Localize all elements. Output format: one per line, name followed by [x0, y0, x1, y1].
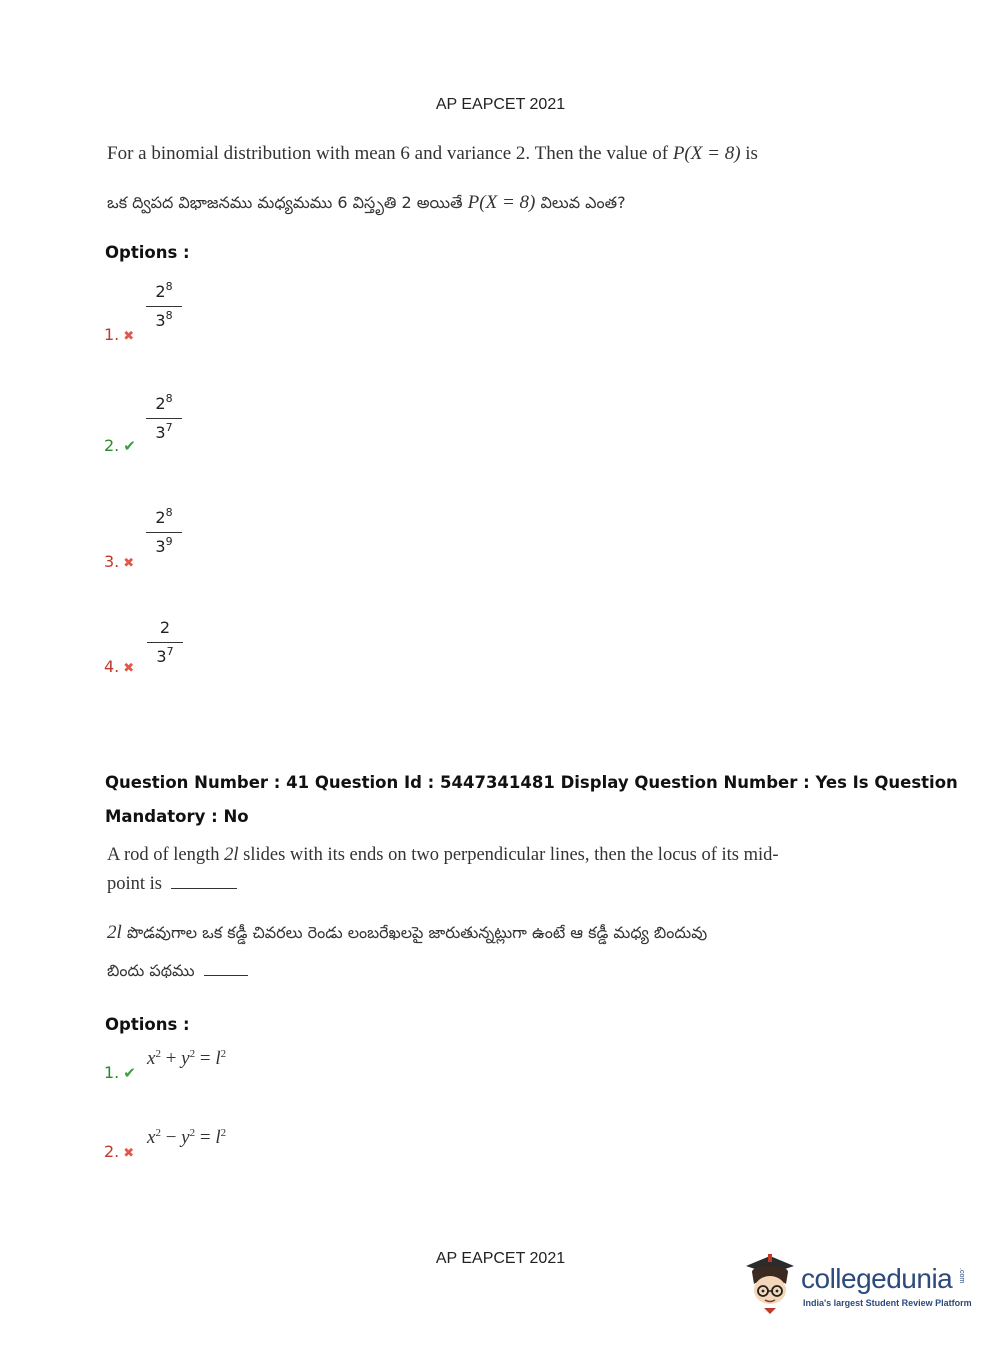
question-text-english — [107, 845, 779, 866]
question-text-telugu — [107, 192, 626, 216]
question-text-part: A rod of length — [107, 845, 225, 865]
question-text-english — [107, 143, 758, 165]
option-1-equation: $x^2 + y^2 = l^2$ — [147, 1048, 227, 1069]
telugu-text-part: విలువ ఎంత? — [535, 193, 626, 212]
options-label: Options : — [105, 243, 190, 262]
option-number: 3. — [104, 552, 120, 571]
option-1[interactable] — [104, 1063, 136, 1082]
option-4[interactable] — [104, 657, 134, 676]
option-1-fraction: $2^8$ $3^8$ — [146, 282, 182, 331]
logo-wordmark: collegedunia — [801, 1263, 953, 1294]
logo-suffix: .com — [958, 1268, 965, 1284]
question-text-english-cont — [107, 874, 237, 895]
logo-tagline: India's largest Student Review Platform — [803, 1298, 972, 1308]
option-3[interactable] — [104, 552, 134, 571]
check-icon: ✔ — [123, 1064, 136, 1082]
variable-expression: 2l — [107, 922, 122, 943]
option-number: 1. — [104, 1063, 120, 1082]
question-meta-mandatory: Mandatory : No — [105, 807, 249, 826]
logo-mascot-icon — [742, 1250, 798, 1314]
option-4-fraction: 2 $3^7$ — [147, 618, 183, 667]
option-2[interactable] — [104, 1142, 134, 1161]
option-3-fraction: $2^8$ $3^9$ — [146, 508, 182, 557]
option-number: 4. — [104, 657, 120, 676]
question-text-part: For a binomial distribution with mean 6 and variance 2. Then the value of — [107, 143, 673, 164]
telugu-text-part: పొడవుగాల ఒక కడ్డీ చివరలు రెండు లంబరేఖలపై జారుతున్నట్లుగా ఉంటే ఆ కడ్డీ మధ్య బిందువు — [121, 923, 708, 942]
probability-expression: P(X = 8) — [672, 143, 741, 164]
option-2-fraction: $2^8$ $3^7$ — [146, 394, 182, 443]
page-header: AP EAPCET 2021 — [435, 96, 566, 113]
options-label: Options : — [105, 1015, 190, 1034]
option-number: 2. — [104, 436, 120, 455]
option-2[interactable] — [104, 436, 136, 455]
cross-icon: ✖ — [123, 556, 135, 571]
cross-icon: ✖ — [123, 661, 135, 676]
answer-blank — [204, 975, 248, 976]
telugu-text-part: బిందు పథము — [107, 961, 195, 980]
telugu-text-part: ఒక ద్విపద విభాజనము మధ్యమము 6 విస్తృతి 2 అయితే — [107, 193, 468, 212]
question-text-telugu-cont — [107, 961, 248, 984]
question-meta-line: Question Number : 41 Question Id : 5447341481 Display Question Number : Yes Is Question — [105, 773, 958, 792]
question-text-telugu — [107, 922, 707, 946]
answer-blank — [171, 888, 237, 889]
option-number: 1. — [104, 325, 120, 344]
check-icon: ✔ — [123, 437, 136, 455]
option-2-equation: $x^2 - y^2 = l^2$ — [147, 1127, 227, 1148]
option-number: 2. — [104, 1142, 120, 1161]
page-footer: AP EAPCET 2021 — [435, 1250, 566, 1267]
question-text-part: slides with its ends on two perpendicular lines, then the locus of its mid- — [238, 845, 779, 865]
variable-expression: 2l — [224, 845, 239, 865]
cross-icon: ✖ — [123, 329, 135, 344]
probability-expression: P(X = 8) — [467, 192, 536, 213]
cross-icon: ✖ — [123, 1146, 135, 1161]
question-text-part: point is — [107, 874, 162, 894]
option-1[interactable] — [104, 325, 134, 344]
question-text-part: is — [740, 143, 758, 164]
